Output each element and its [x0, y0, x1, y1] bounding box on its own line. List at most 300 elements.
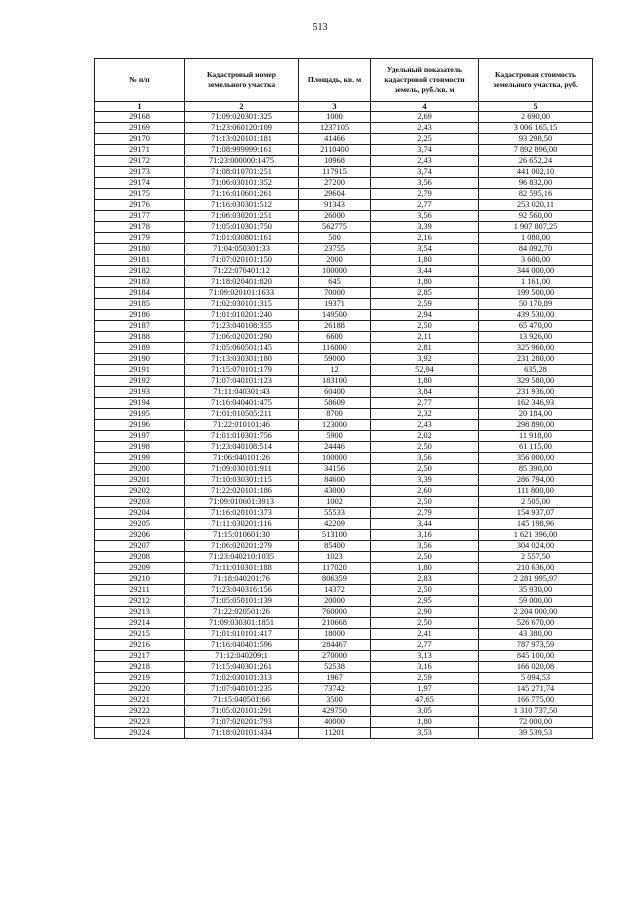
cell-cadastral-value: 635,28 — [479, 365, 593, 376]
cell-row-number: 29215 — [95, 629, 185, 640]
cell-row-number: 29212 — [95, 596, 185, 607]
cell-row-number: 29210 — [95, 574, 185, 585]
header-row-number: № п/п — [95, 59, 185, 102]
cell-cadastral-value: 154 937,07 — [479, 508, 593, 519]
cell-cadastral-number: 71:06:030201:251 — [185, 211, 299, 222]
cell-area: 8700 — [299, 409, 371, 420]
cell-cadastral-value: 231 280,00 — [479, 354, 593, 365]
cell-specific-value: 2,90 — [371, 607, 479, 618]
cell-cadastral-number: 71:07:020101:150 — [185, 255, 299, 266]
cell-cadastral-value: 7 892 896,00 — [479, 145, 593, 156]
cell-area: 42209 — [299, 519, 371, 530]
cell-cadastral-number: 71:22:020101:186 — [185, 486, 299, 497]
cell-area: 23755 — [299, 244, 371, 255]
cell-specific-value: 2,60 — [371, 486, 479, 497]
cell-specific-value: 2,59 — [371, 299, 479, 310]
cell-cadastral-number: 71:23:040108:514 — [185, 442, 299, 453]
cell-area: 183100 — [299, 376, 371, 387]
cell-area: 58609 — [299, 398, 371, 409]
cell-specific-value: 2,50 — [371, 464, 479, 475]
cell-row-number: 29183 — [95, 277, 185, 288]
cell-specific-value: 3,39 — [371, 475, 479, 486]
cell-area: 1023 — [299, 552, 371, 563]
cell-cadastral-number: 71:22:020501:26 — [185, 607, 299, 618]
cell-specific-value: 3,53 — [371, 728, 479, 739]
table-row — [95, 255, 593, 266]
table-row — [95, 618, 593, 629]
table-row — [95, 222, 593, 233]
cell-cadastral-number: 71:09:030101:911 — [185, 464, 299, 475]
table-row — [95, 486, 593, 497]
cell-area: 429750 — [299, 706, 371, 717]
cell-specific-value: 1,80 — [371, 563, 479, 574]
header-specific-value: Удельный показатель кадастровой стоимости земель, руб./кв. м — [371, 59, 479, 102]
table-row — [95, 508, 593, 519]
cell-row-number: 29179 — [95, 233, 185, 244]
header-area: Площадь, кв. м — [299, 59, 371, 102]
column-number: 5 — [479, 102, 593, 112]
cell-cadastral-number: 71:02:030101:313 — [185, 673, 299, 684]
cell-cadastral-number: 71:15:040301:261 — [185, 662, 299, 673]
cell-cadastral-value: 526 670,00 — [479, 618, 593, 629]
table-row — [95, 519, 593, 530]
cell-cadastral-number: 71:08:010701:251 — [185, 167, 299, 178]
cell-specific-value: 2,77 — [371, 640, 479, 651]
cell-cadastral-value: 1 161,00 — [479, 277, 593, 288]
cell-specific-value: 2,77 — [371, 200, 479, 211]
cell-specific-value: 3,44 — [371, 519, 479, 530]
cell-row-number: 29174 — [95, 178, 185, 189]
cell-specific-value: 2,95 — [371, 596, 479, 607]
table-row — [95, 574, 593, 585]
cell-row-number: 29211 — [95, 585, 185, 596]
cell-area: 6600 — [299, 332, 371, 343]
cell-row-number: 29201 — [95, 475, 185, 486]
column-number-row — [95, 102, 593, 112]
cell-specific-value: 2,11 — [371, 332, 479, 343]
table-row — [95, 233, 593, 244]
cell-cadastral-number: 71:13:030301:180 — [185, 354, 299, 365]
cell-area: 284467 — [299, 640, 371, 651]
table-row — [95, 453, 593, 464]
cell-area: 73742 — [299, 684, 371, 695]
cell-cadastral-value: 3 006 165,15 — [479, 123, 593, 134]
cell-cadastral-value: 72 000,00 — [479, 717, 593, 728]
cell-cadastral-number: 71:02:030101:315 — [185, 299, 299, 310]
cell-row-number: 29198 — [95, 442, 185, 453]
table-body — [95, 112, 593, 739]
cell-row-number: 29169 — [95, 123, 185, 134]
cell-row-number: 29205 — [95, 519, 185, 530]
cell-cadastral-number: 71:22:010101:46 — [185, 420, 299, 431]
cell-specific-value: 1,80 — [371, 277, 479, 288]
cell-row-number: 29175 — [95, 189, 185, 200]
cell-cadastral-number: 71:23:060120:109 — [185, 123, 299, 134]
table-row — [95, 354, 593, 365]
cell-area: 60400 — [299, 387, 371, 398]
table-row — [95, 145, 593, 156]
cell-row-number: 29221 — [95, 695, 185, 706]
cell-area: 1002 — [299, 497, 371, 508]
table-row — [95, 684, 593, 695]
cell-cadastral-value: 35 930,00 — [479, 585, 593, 596]
cell-area: 2110400 — [299, 145, 371, 156]
cell-cadastral-number: 71:07:040101:235 — [185, 684, 299, 695]
cell-cadastral-value: 26 652,24 — [479, 156, 593, 167]
cell-cadastral-number: 71:01:010201:240 — [185, 310, 299, 321]
cell-row-number: 29186 — [95, 310, 185, 321]
cell-cadastral-value: 286 794,00 — [479, 475, 593, 486]
cell-cadastral-number: 71:06:040101:26 — [185, 453, 299, 464]
cell-row-number: 29218 — [95, 662, 185, 673]
cell-area: 645 — [299, 277, 371, 288]
cell-cadastral-number: 71:05:060501:145 — [185, 343, 299, 354]
cell-cadastral-value: 845 100,00 — [479, 651, 593, 662]
cell-specific-value: 2,43 — [371, 123, 479, 134]
cell-row-number: 29168 — [95, 112, 185, 123]
cell-cadastral-number: 71:18:040201:76 — [185, 574, 299, 585]
cell-area: 70000 — [299, 288, 371, 299]
cell-specific-value: 2,32 — [371, 409, 479, 420]
table-row — [95, 409, 593, 420]
cell-cadastral-value: 231 936,00 — [479, 387, 593, 398]
cell-row-number: 29209 — [95, 563, 185, 574]
table-row — [95, 431, 593, 442]
cell-cadastral-value: 92 560,00 — [479, 211, 593, 222]
cell-area: 41466 — [299, 134, 371, 145]
cell-specific-value: 2,43 — [371, 420, 479, 431]
cell-row-number: 29180 — [95, 244, 185, 255]
cell-area: 40000 — [299, 717, 371, 728]
cell-row-number: 29188 — [95, 332, 185, 343]
cell-cadastral-number: 71:09:010601:3913 — [185, 497, 299, 508]
cell-cadastral-value: 1 080,00 — [479, 233, 593, 244]
table-row — [95, 728, 593, 739]
cell-cadastral-value: 50 170,89 — [479, 299, 593, 310]
cell-specific-value: 2,79 — [371, 189, 479, 200]
table-row — [95, 585, 593, 596]
cell-cadastral-number: 71:06:030101:352 — [185, 178, 299, 189]
cell-area: 1237105 — [299, 123, 371, 134]
table-row — [95, 552, 593, 563]
cell-cadastral-value: 84 092,70 — [479, 244, 593, 255]
cell-cadastral-value: 3 600,00 — [479, 255, 593, 266]
cell-area: 26000 — [299, 211, 371, 222]
cell-cadastral-number: 71:18:020401:820 — [185, 277, 299, 288]
cell-cadastral-value: 2 204 000,00 — [479, 607, 593, 618]
cell-row-number: 29187 — [95, 321, 185, 332]
cell-cadastral-value: 65 470,00 — [479, 321, 593, 332]
table-row — [95, 651, 593, 662]
cell-cadastral-number: 71:09:020301:325 — [185, 112, 299, 123]
cell-row-number: 29191 — [95, 365, 185, 376]
cell-cadastral-value: 253 020,11 — [479, 200, 593, 211]
cell-cadastral-value: 329 580,00 — [479, 376, 593, 387]
cell-specific-value: 3,54 — [371, 244, 479, 255]
cell-cadastral-value: 111 800,00 — [479, 486, 593, 497]
cell-specific-value: 2,50 — [371, 497, 479, 508]
cell-specific-value: 2,50 — [371, 321, 479, 332]
table-row — [95, 310, 593, 321]
cell-cadastral-number: 71:10:030301:115 — [185, 475, 299, 486]
cell-cadastral-value: 145 271,74 — [479, 684, 593, 695]
cell-area: 5900 — [299, 431, 371, 442]
cell-area: 55533 — [299, 508, 371, 519]
cell-cadastral-number: 71:16:010601:261 — [185, 189, 299, 200]
cell-row-number: 29204 — [95, 508, 185, 519]
cadastral-value-table — [94, 58, 593, 739]
cell-cadastral-value: 5 094,53 — [479, 673, 593, 684]
cell-area: 34156 — [299, 464, 371, 475]
cell-area: 562775 — [299, 222, 371, 233]
cell-specific-value: 52,94 — [371, 365, 479, 376]
cell-row-number: 29206 — [95, 530, 185, 541]
cell-row-number: 29185 — [95, 299, 185, 310]
cell-row-number: 29223 — [95, 717, 185, 728]
table-header-row — [95, 59, 593, 102]
cell-area: 2000 — [299, 255, 371, 266]
cell-area: 52538 — [299, 662, 371, 673]
cell-cadastral-value: 39 539,53 — [479, 728, 593, 739]
cell-cadastral-number: 71:09:020101:1633 — [185, 288, 299, 299]
cell-specific-value: 3,56 — [371, 541, 479, 552]
cell-area: 100000 — [299, 266, 371, 277]
cell-cadastral-value: 93 298,50 — [479, 134, 593, 145]
cell-row-number: 29202 — [95, 486, 185, 497]
cell-area: 270000 — [299, 651, 371, 662]
cell-row-number: 29203 — [95, 497, 185, 508]
cell-specific-value: 2,25 — [371, 134, 479, 145]
cell-row-number: 29181 — [95, 255, 185, 266]
table-row — [95, 497, 593, 508]
table-row — [95, 673, 593, 684]
cell-specific-value: 1,97 — [371, 684, 479, 695]
cell-area: 59000 — [299, 354, 371, 365]
cell-area: 84600 — [299, 475, 371, 486]
cell-row-number: 29170 — [95, 134, 185, 145]
header-cadastral-value: Кадастровая стоимость земельного участка, руб. — [479, 59, 593, 102]
cell-specific-value: 2,69 — [371, 112, 479, 123]
cell-area: 1000 — [299, 112, 371, 123]
cell-specific-value: 3,74 — [371, 167, 479, 178]
cell-cadastral-value: 166 020,08 — [479, 662, 593, 673]
cell-specific-value: 2,02 — [371, 431, 479, 442]
cell-area: 806359 — [299, 574, 371, 585]
cell-cadastral-number: 71:05:020101:291 — [185, 706, 299, 717]
cell-area: 20000 — [299, 596, 371, 607]
cell-row-number: 29193 — [95, 387, 185, 398]
cell-area: 3500 — [299, 695, 371, 706]
cell-cadastral-number: 71:16:040401:475 — [185, 398, 299, 409]
cell-cadastral-number: 71:01:030801:161 — [185, 233, 299, 244]
table-row — [95, 332, 593, 343]
cell-cadastral-number: 71:22:070401:12 — [185, 266, 299, 277]
cell-cadastral-number: 71:04:050301:33 — [185, 244, 299, 255]
table-row — [95, 123, 593, 134]
cell-cadastral-number: 71:18:020101:434 — [185, 728, 299, 739]
table-row — [95, 398, 593, 409]
cell-cadastral-number: 71:16:030301:512 — [185, 200, 299, 211]
cell-row-number: 29219 — [95, 673, 185, 684]
cell-specific-value: 3,74 — [371, 145, 479, 156]
cell-specific-value: 1,80 — [371, 255, 479, 266]
table-row — [95, 167, 593, 178]
cell-cadastral-number: 71:11:010301:188 — [185, 563, 299, 574]
table-row — [95, 299, 593, 310]
cell-row-number: 29184 — [95, 288, 185, 299]
cell-row-number: 29192 — [95, 376, 185, 387]
cell-area: 116000 — [299, 343, 371, 354]
cell-row-number: 29224 — [95, 728, 185, 739]
table-row — [95, 376, 593, 387]
cell-row-number: 29177 — [95, 211, 185, 222]
cell-cadastral-value: 1 310 737,50 — [479, 706, 593, 717]
table-row — [95, 178, 593, 189]
table-row — [95, 442, 593, 453]
cell-cadastral-value: 2 557,50 — [479, 552, 593, 563]
cell-specific-value: 2,50 — [371, 442, 479, 453]
cell-cadastral-number: 71:23:040316:156 — [185, 585, 299, 596]
cell-area: 91343 — [299, 200, 371, 211]
cell-cadastral-number: 71:09:030301:1851 — [185, 618, 299, 629]
cell-cadastral-value: 787 973,59 — [479, 640, 593, 651]
cell-cadastral-value: 344 000,00 — [479, 266, 593, 277]
cell-row-number: 29172 — [95, 156, 185, 167]
cell-row-number: 29194 — [95, 398, 185, 409]
cell-specific-value: 2,94 — [371, 310, 479, 321]
cell-specific-value: 2,83 — [371, 574, 479, 585]
cell-area: 43000 — [299, 486, 371, 497]
cell-cadastral-value: 2 281 995,97 — [479, 574, 593, 585]
cell-specific-value: 2,59 — [371, 673, 479, 684]
table-row — [95, 277, 593, 288]
cell-specific-value: 3,56 — [371, 178, 479, 189]
table-row — [95, 211, 593, 222]
cell-area: 149500 — [299, 310, 371, 321]
cell-cadastral-value: 85 390,00 — [479, 464, 593, 475]
cell-area: 210668 — [299, 618, 371, 629]
cell-row-number: 29190 — [95, 354, 185, 365]
cell-cadastral-value: 2 690,00 — [479, 112, 593, 123]
cell-specific-value: 3,56 — [371, 453, 479, 464]
cell-cadastral-number: 71:05:010301:750 — [185, 222, 299, 233]
table-row — [95, 640, 593, 651]
cell-specific-value: 2,81 — [371, 343, 479, 354]
cell-cadastral-value: 20 184,00 — [479, 409, 593, 420]
cell-cadastral-number: 71:23:040108:355 — [185, 321, 299, 332]
cell-cadastral-number: 71:15:010601:30 — [185, 530, 299, 541]
column-number: 3 — [299, 102, 371, 112]
cell-cadastral-number: 71:12:040209:1 — [185, 651, 299, 662]
cell-area: 117020 — [299, 563, 371, 574]
table-row — [95, 365, 593, 376]
cell-cadastral-value: 1 907 807,25 — [479, 222, 593, 233]
cell-cadastral-value: 61 115,00 — [479, 442, 593, 453]
cell-area: 11201 — [299, 728, 371, 739]
cell-cadastral-number: 71:01:010505:211 — [185, 409, 299, 420]
cell-specific-value: 3,13 — [371, 651, 479, 662]
cell-specific-value: 2,41 — [371, 629, 479, 640]
cell-specific-value: 3,84 — [371, 387, 479, 398]
cell-specific-value: 3,16 — [371, 662, 479, 673]
cell-cadastral-number: 71:11:040301:43 — [185, 387, 299, 398]
cell-cadastral-value: 11 918,00 — [479, 431, 593, 442]
cell-row-number: 29220 — [95, 684, 185, 695]
cell-cadastral-number: 71:01:010101:417 — [185, 629, 299, 640]
cell-cadastral-value: 96 832,00 — [479, 178, 593, 189]
cell-cadastral-number: 71:07:020201:793 — [185, 717, 299, 728]
table-row — [95, 343, 593, 354]
cell-row-number: 29214 — [95, 618, 185, 629]
table-row — [95, 288, 593, 299]
table-row — [95, 387, 593, 398]
cell-row-number: 29196 — [95, 420, 185, 431]
cell-cadastral-value: 162 346,93 — [479, 398, 593, 409]
cell-row-number: 29200 — [95, 464, 185, 475]
cell-cadastral-value: 441 002,10 — [479, 167, 593, 178]
cell-row-number: 29171 — [95, 145, 185, 156]
cell-row-number: 29222 — [95, 706, 185, 717]
cell-area: 513100 — [299, 530, 371, 541]
table-row — [95, 563, 593, 574]
table-row — [95, 112, 593, 123]
cell-specific-value: 3,39 — [371, 222, 479, 233]
cell-area: 24446 — [299, 442, 371, 453]
cell-specific-value: 47,65 — [371, 695, 479, 706]
cell-cadastral-value: 13 926,00 — [479, 332, 593, 343]
cell-cadastral-number: 71:07:040101:123 — [185, 376, 299, 387]
cell-row-number: 29197 — [95, 431, 185, 442]
table-row — [95, 475, 593, 486]
cell-cadastral-number: 71:23:000000:1475 — [185, 156, 299, 167]
column-number: 2 — [185, 102, 299, 112]
table-row — [95, 420, 593, 431]
cell-row-number: 29182 — [95, 266, 185, 277]
cell-specific-value: 1,80 — [371, 717, 479, 728]
cell-area: 19371 — [299, 299, 371, 310]
cell-cadastral-value: 59 000,00 — [479, 596, 593, 607]
cell-cadastral-value: 304 024,00 — [479, 541, 593, 552]
cell-specific-value: 3,05 — [371, 706, 479, 717]
page-number: 513 — [312, 22, 328, 33]
cell-row-number: 29189 — [95, 343, 185, 354]
cell-area: 760000 — [299, 607, 371, 618]
cell-area: 18000 — [299, 629, 371, 640]
cell-area: 123000 — [299, 420, 371, 431]
cell-area: 100000 — [299, 453, 371, 464]
cell-cadastral-value: 82 595,16 — [479, 189, 593, 200]
table-row — [95, 189, 593, 200]
table-row — [95, 530, 593, 541]
cell-row-number: 29208 — [95, 552, 185, 563]
cell-specific-value: 2,50 — [371, 552, 479, 563]
cell-area: 1967 — [299, 673, 371, 684]
table-row — [95, 244, 593, 255]
cell-cadastral-number: 71:16:020101:373 — [185, 508, 299, 519]
table-row — [95, 541, 593, 552]
cell-specific-value: 3,92 — [371, 354, 479, 365]
cell-cadastral-value: 166 775,00 — [479, 695, 593, 706]
cell-specific-value: 3,44 — [371, 266, 479, 277]
cell-cadastral-number: 71:05:050101:139 — [185, 596, 299, 607]
cell-specific-value: 1,80 — [371, 376, 479, 387]
cell-cadastral-number: 71:08:999999:161 — [185, 145, 299, 156]
table-row — [95, 464, 593, 475]
cell-cadastral-value: 145 198,96 — [479, 519, 593, 530]
cell-cadastral-number: 71:01:010301:756 — [185, 431, 299, 442]
cell-cadastral-value: 325 960,00 — [479, 343, 593, 354]
cell-specific-value: 2,79 — [371, 508, 479, 519]
